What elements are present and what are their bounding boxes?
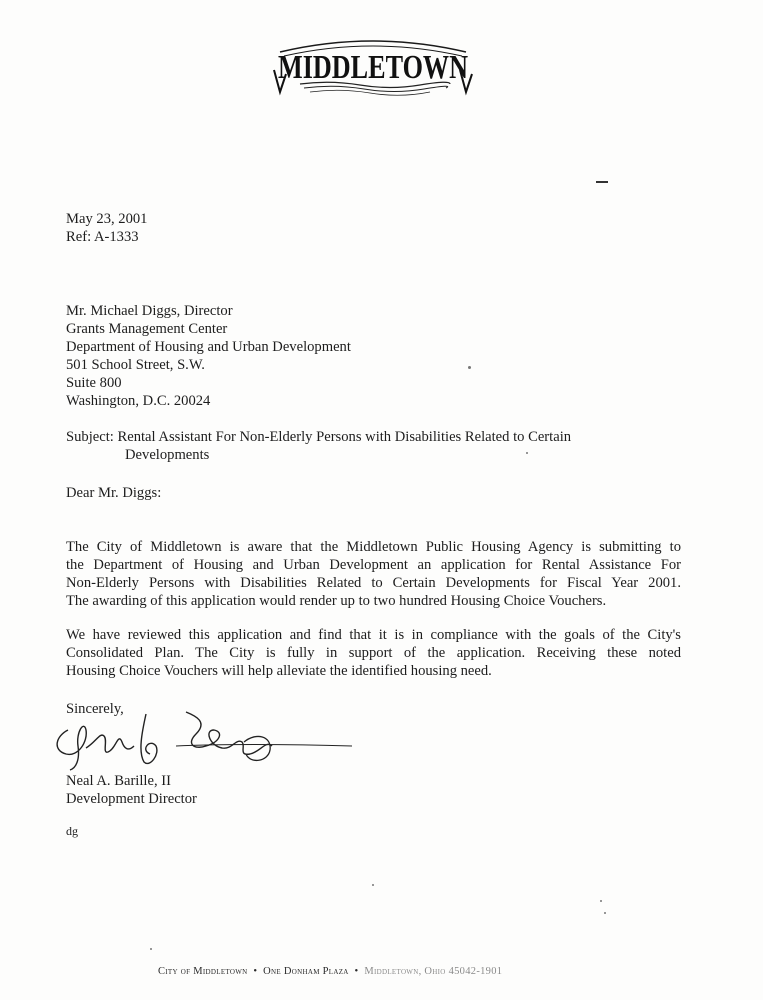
footer-city: City of Middletown	[158, 966, 248, 977]
paragraph-line: the Department of Housing and Urban Development an application for Rental Assistance For	[66, 557, 681, 573]
middletown-logo	[270, 30, 476, 98]
signer-name: Neal A. Barille, II	[66, 773, 171, 789]
paragraph-line: The awarding of this application would render up to two hundred Housing Choice Vouchers.	[66, 593, 607, 609]
recipient-line: Department of Housing and Urban Development	[66, 339, 351, 355]
handwritten-signature	[46, 702, 356, 780]
paragraph-line: The City of Middletown is aware that the Middletown Public Housing Agency is submitting to	[66, 539, 681, 555]
subject-text-continued: Developments	[125, 447, 210, 463]
scan-mark	[596, 181, 608, 183]
paragraph-line: Non-Elderly Persons with Disabilities Related to Certain Developments for Fiscal Year 2001.	[66, 575, 681, 591]
scan-speck	[600, 900, 602, 902]
paragraph-line: We have reviewed this application and find that it is in compliance with the goals of the City's	[66, 627, 681, 643]
recipient-line: Suite 800	[66, 375, 122, 391]
scan-speck	[604, 912, 606, 914]
scan-speck	[372, 884, 374, 886]
footer-address-line: One Donham Plaza	[263, 966, 349, 977]
bullet-icon: •	[250, 966, 261, 977]
salutation: Dear Mr. Diggs:	[66, 485, 162, 501]
footer-address	[158, 966, 502, 977]
body-paragraph-2	[66, 626, 681, 680]
typist-initials: dg	[66, 824, 78, 838]
letter-date: May 23, 2001	[66, 211, 148, 227]
date-ref-block	[66, 210, 147, 246]
logo-wordmark: MIDDLETOWN	[278, 49, 469, 86]
bullet-icon: •	[351, 966, 362, 977]
body-paragraph-1	[66, 538, 681, 610]
paragraph-line: Housing Choice Vouchers will help alleviate the identified housing need.	[66, 663, 492, 679]
paragraph-line: Consolidated Plan. The City is fully in support of the application. Receiving these noted	[66, 645, 681, 661]
footer-city-state-zip: Middletown, Ohio 45042-1901	[364, 966, 503, 977]
scan-speck	[526, 452, 528, 454]
recipient-line: Grants Management Center	[66, 321, 228, 337]
closing: Sincerely,	[66, 701, 124, 717]
subject-line	[66, 428, 571, 464]
signer-title: Development Director	[66, 791, 197, 807]
recipient-address	[66, 302, 351, 410]
scan-speck	[468, 366, 471, 369]
recipient-line: 501 School Street, S.W.	[66, 357, 205, 373]
subject-text: Subject: Rental Assistant For Non-Elderly Persons with Disabilities Related to Certain	[66, 429, 572, 445]
scan-speck	[150, 948, 152, 950]
reference-number: Ref: A-1333	[66, 229, 139, 245]
signer-block	[66, 772, 197, 808]
recipient-line: Washington, D.C. 20024	[66, 393, 211, 409]
recipient-line: Mr. Michael Diggs, Director	[66, 303, 233, 319]
